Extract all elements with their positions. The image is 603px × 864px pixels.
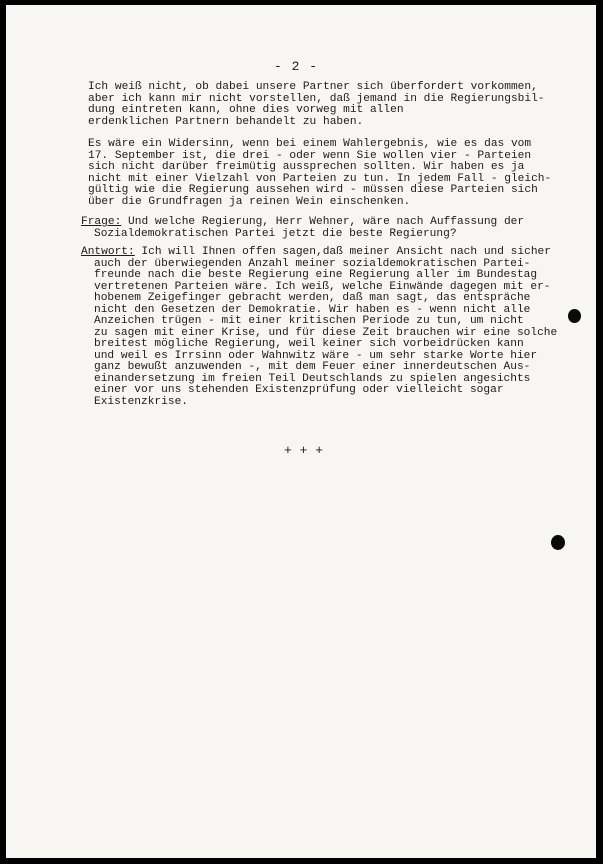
text-line: hobenem Zeigefinger gebracht werden, daß man sagt, das entspräche — [94, 292, 531, 304]
text-line: aber ich kann mir nicht vorstellen, daß jemand in die Regierungsbil- — [88, 92, 545, 105]
text-line: Sozialdemokratischen Partei jetzt die beste Regierung? — [94, 227, 457, 240]
text-line: zu sagen mit einer Krise, und für diese Zeit brauchen wir eine solche — [94, 326, 558, 339]
text-line: Ich weiß nicht, ob dabei unsere Partner sich überfordert vorkommen, — [88, 81, 538, 93]
punch-hole — [551, 535, 565, 550]
answer-block — [81, 247, 557, 408]
text-line: und weil es Irrsinn oder Wahnwitz wäre - um sehr starke Worte hier — [94, 349, 538, 362]
text-line: vertretenen Parteien wäre. Ich weiß, welche Einwände dagegen mit er- — [94, 280, 551, 293]
answer-text: Ich will Ihnen offen sagen,daß meiner Ansicht nach und sicher — [134, 246, 551, 258]
text-line: ganz bewußt anzuwenden -, mit dem Feuer einer innerdeutschen Aus- — [94, 361, 531, 373]
text-line: Es wäre ein Widersinn, wenn bei einem Wahlergebnis, wie es das vom — [88, 138, 532, 150]
punch-hole — [568, 309, 581, 323]
text-line: dung eintreten kann, ohne dies vorweg mit allen — [88, 104, 404, 116]
text-line: freunde nach die beste Regierung eine Regierung aller im Bundestag — [94, 269, 538, 281]
text-line: nicht den Gesetzen der Demokratie. Wir haben es - wenn nicht alle — [94, 303, 531, 316]
question-label: Frage: — [81, 216, 122, 228]
paragraph-2 — [88, 139, 551, 208]
text-line: nicht mit einer Vielzahl von Parteien zu tun. In jedem Fall - gleich- — [88, 172, 552, 185]
text-line: Existenzkrise. — [94, 395, 188, 408]
text-line: erdenklichen Partnern behandelt zu haben. — [88, 115, 364, 128]
text-line: einandersetzung im freien Teil Deutschlands zu spielen angesichts — [94, 372, 531, 385]
text-line: einer vor uns stehenden Existenzprüfung oder vielleicht sogar — [94, 384, 504, 396]
end-marks: + + + — [284, 443, 324, 458]
question-block — [81, 217, 524, 240]
page-number: - 2 - — [274, 59, 319, 74]
text-line: auch der überwiegenden Anzahl meiner sozialdemokratischen Partei- — [94, 257, 531, 270]
document-page — [6, 5, 596, 858]
text-line: sich nicht darüber freimütig aussprechen sollten. Wir haben es ja — [88, 161, 525, 173]
paragraph-1 — [88, 82, 545, 128]
answer-first-line — [81, 247, 557, 259]
text-line: 17. September ist, die drei - oder wenn Sie wollen vier - Parteien — [88, 149, 532, 162]
text-line: über die Grundfragen ja reinen Wein einschenken. — [88, 195, 411, 208]
answer-label: Antwort: — [81, 246, 135, 258]
question-text: Und welche Regierung, Herr Wehner, wäre nach Auffassung der — [121, 216, 525, 228]
text-line: breitest mögliche Regierung, weil keiner sich vorbeidrücken kann — [94, 338, 524, 350]
question-first-line — [81, 217, 524, 229]
text-line: Anzeichen trügen - mit einer kritischen Periode zu tun, um nicht — [94, 315, 524, 327]
text-line: gültig wie die Regierung aussehen wird - müssen diese Parteien sich — [88, 184, 538, 196]
